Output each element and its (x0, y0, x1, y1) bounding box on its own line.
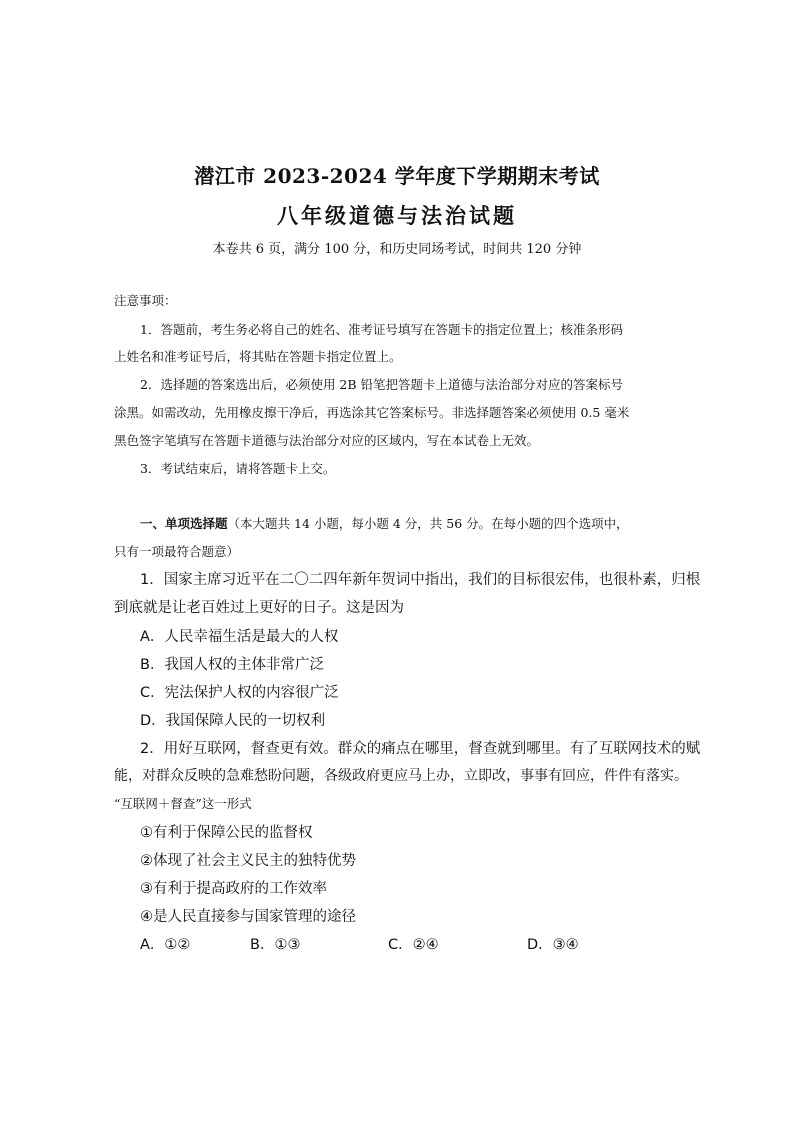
statement-4: ④是人民直接参与国家管理的途径 (140, 909, 356, 925)
section-description: （本大题共 14 小题，每小题 4 分，共 56 分。在每小题的四个选项中， (227, 516, 629, 531)
exam-info: 本卷共 6 页，满分 100 分，和历史同场考试，时间共 120 分钟 (212, 242, 582, 257)
question-text: 到底就是让老百姓过上更好的日子。这是因为 (114, 600, 404, 616)
section-label: 一、单项选择题 (140, 516, 228, 531)
notice-heading: 注意事项： (114, 293, 177, 308)
option-a: A．人民幸福生活是最大的人权 (140, 629, 339, 645)
option-b: B．我国人权的主体非常广泛 (140, 657, 324, 673)
choice-d: D．③④ (527, 937, 579, 953)
exam-subject-title: 八年级道德与法治试题 (277, 203, 517, 228)
notice-line: 1．答题前，考生务必将自己的姓名、准考证号填写在答题卡的指定位置上；核准条形码 (140, 322, 623, 337)
notice-line: 3．考试结束后，请将答题卡上交。 (140, 461, 336, 476)
choice-a: A．①② (140, 937, 191, 953)
statement-3: ③有利于提高政府的工作效率 (140, 881, 327, 897)
section-description-cont: 只有一项最符合题意） (114, 544, 240, 559)
question-text: “互联网＋督查”这一形式 (114, 796, 252, 811)
choice-b: B．①③ (250, 937, 301, 953)
statement-2: ②体现了社会主义民主的独特优势 (140, 853, 356, 869)
question-text: 1．国家主席习近平在二〇二四年新年贺词中指出，我们的目标很宏伟，也很朴素，归根 (140, 572, 701, 588)
option-d: D．我国保障人民的一切权利 (140, 713, 326, 729)
question-text: 能，对群众反映的急难愁盼问题，各级政府更应马上办，立即改，事事有回应，件件有落实。 (114, 768, 688, 784)
statement-1: ①有利于保障公民的监督权 (140, 825, 313, 841)
notice-line: 2．选择题的答案选出后，必须使用 2B 铅笔把答题卡上道德与法治部分对应的答案标号 (140, 377, 624, 392)
exam-title: 潜江市 2023-2024 学年度下学期期末考试 (194, 164, 600, 188)
section-heading (140, 514, 629, 532)
choice-c: C．②④ (388, 937, 439, 953)
notice-line: 上姓名和准考证号后，将其贴在答题卡指定位置上。 (114, 349, 402, 364)
option-c: C．宪法保护人权的内容很广泛 (140, 685, 339, 701)
notice-line: 黑色签字笔填写在答题卡道德与法治部分对应的区域内，写在本试卷上无效。 (114, 433, 540, 448)
question-text: 2．用好互联网，督查更有效。群众的痛点在哪里，督查就到哪里。有了互联网技术的赋 (140, 741, 701, 757)
notice-line: 涂黑。如需改动，先用橡皮擦干净后，再选涂其它答案标号。非选择题答案必须使用 0.5 毫米 (114, 405, 630, 420)
